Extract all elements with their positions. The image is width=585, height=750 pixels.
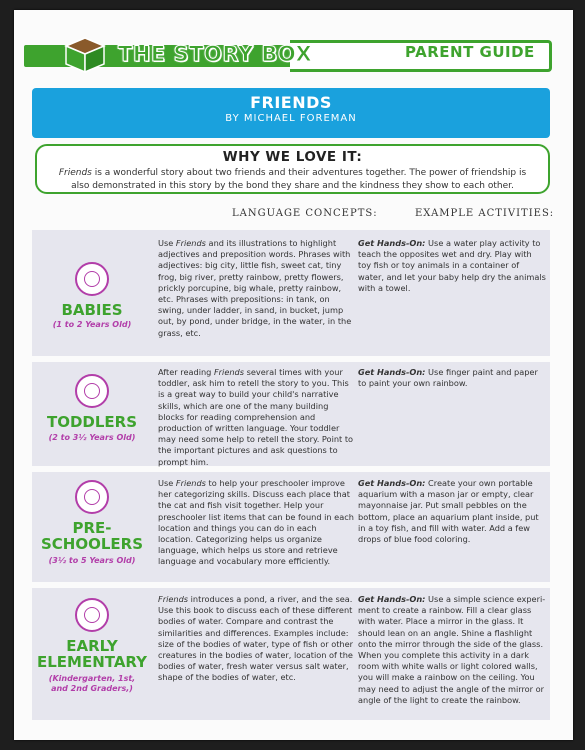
activity-babies: Get Hands-On: Use a water play activity to teach the opposites wet and dry. Play with toy fish or toy animals in a container of water, and let your baby help dry the animals with a towel. — [358, 238, 546, 293]
language-concepts-toddlers: After reading Friends several times with your toddler, ask him to retell the story to you. This is a great way to build your child's narrative skills, which are one of the many building blocks for reading comprehension and production of written language. Your toddler may need some help to retell the story. Point to the important pictures and ask questions to prompt him. — [158, 367, 354, 467]
why-heading: WHY WE LOVE IT: — [222, 149, 363, 165]
toddler-face-icon — [75, 374, 109, 408]
why-body: is a wonderful story about two friends and their adventures together. The power of friendship is also demonstrated in this story by the bond they share and the kindness they show to each other. — [71, 168, 527, 191]
activity-preschoolers: Get Hands-On: Create your own portable aquarium with a mason jar or empty, clear mayonnaise jar. Put small pebbles on the bottom, place an aquarium plant inside, put in a toy fish, and fill with water. Add a few drops of blue food coloring. — [358, 478, 539, 545]
baby-face-icon — [75, 262, 109, 296]
preschooler-face-icon — [75, 480, 109, 514]
book-title-banner — [32, 88, 550, 138]
box-logo-icon — [62, 34, 108, 74]
book-title: FRIENDS — [250, 93, 332, 112]
age-name-early-elementary: EARLY ELEMENTARY — [36, 637, 148, 671]
child-face-icon — [75, 598, 109, 632]
story-box-logo: THE STORY BOX — [118, 42, 313, 66]
language-concepts-preschoolers: Use Friends to help your preschooler improve her categorizing skills. Discuss each place that the cat and fish visit together. Help your preschooler list items that can be found in each location and things you can do in each location. Categorizing helps us organize language, which helps us store and retrieve language and vocabulary more efficiently. — [158, 478, 354, 567]
language-concepts-early-elementary: Friends introduces a pond, a river, and the sea. Use this book to discuss each of these different bodies of water. Compare and contrast the similarities and differences. Examples include: size of the bodies of water, type of fish or other creatures in the bodies of water, location of the bodies of water, fresh water versus salt water, shape of the bodies of water, etc. — [158, 594, 354, 683]
why-book-title: Friends — [58, 168, 92, 178]
book-author: BY MICHAEL FOREMAN — [225, 113, 357, 124]
activity-toddlers: Get Hands-On: Use finger paint and paper to paint your own rainbow. — [358, 367, 538, 389]
age-range-preschoolers: (3½ to 5 Years Old) — [48, 556, 136, 565]
age-range-early-elementary: (Kindergarten, 1st, and 2nd Graders,) — [48, 674, 136, 693]
age-name-toddlers: TODDLERS — [46, 413, 138, 431]
parent-guide-label: PARENT GUIDE — [405, 43, 535, 61]
age-name-preschoolers: PRE- SCHOOLERS — [40, 519, 144, 553]
activity-early-elementary: Get Hands-On: Use a simple science experi-ment to create a rainbow. Fill a clear glass with water. Place a mirror in the glass. It should lean on an angle. Shine a flashlight onto the mirror through the side of the glass. When you complete this activity in a dark room with white walls or light colored walls, you will make a rainbow on the ceiling. You may need to adjust the angle of the mirror or angle of the light to create the rainbow. — [358, 594, 546, 705]
age-range-babies: (1 to 2 Years Old) — [52, 320, 132, 329]
why-we-love-it-box — [35, 144, 550, 194]
why-text — [49, 167, 536, 192]
language-concepts-heading: LANGUAGE CONCEPTS: — [232, 208, 378, 219]
age-range-toddlers: (2 to 3½ Years Old) — [48, 433, 136, 442]
age-name-babies: BABIES — [61, 301, 123, 319]
language-concepts-babies: Use Friends and its illustrations to highlight adjectives and preposition words. Phrases with adjectives: big city, little fish, sweet cat, tiny frog, big river, pretty rainbow, pretty flowers, prickly porcupine, big whale, pretty rainbow, etc. Phrases with prepositions: in tank, on swing, under ladder, in sand, in bucket, jump out, by pond, under bridge, in the water, in the grass, etc. — [158, 238, 352, 338]
example-activities-heading: EXAMPLE ACTIVITIES: — [415, 208, 555, 219]
